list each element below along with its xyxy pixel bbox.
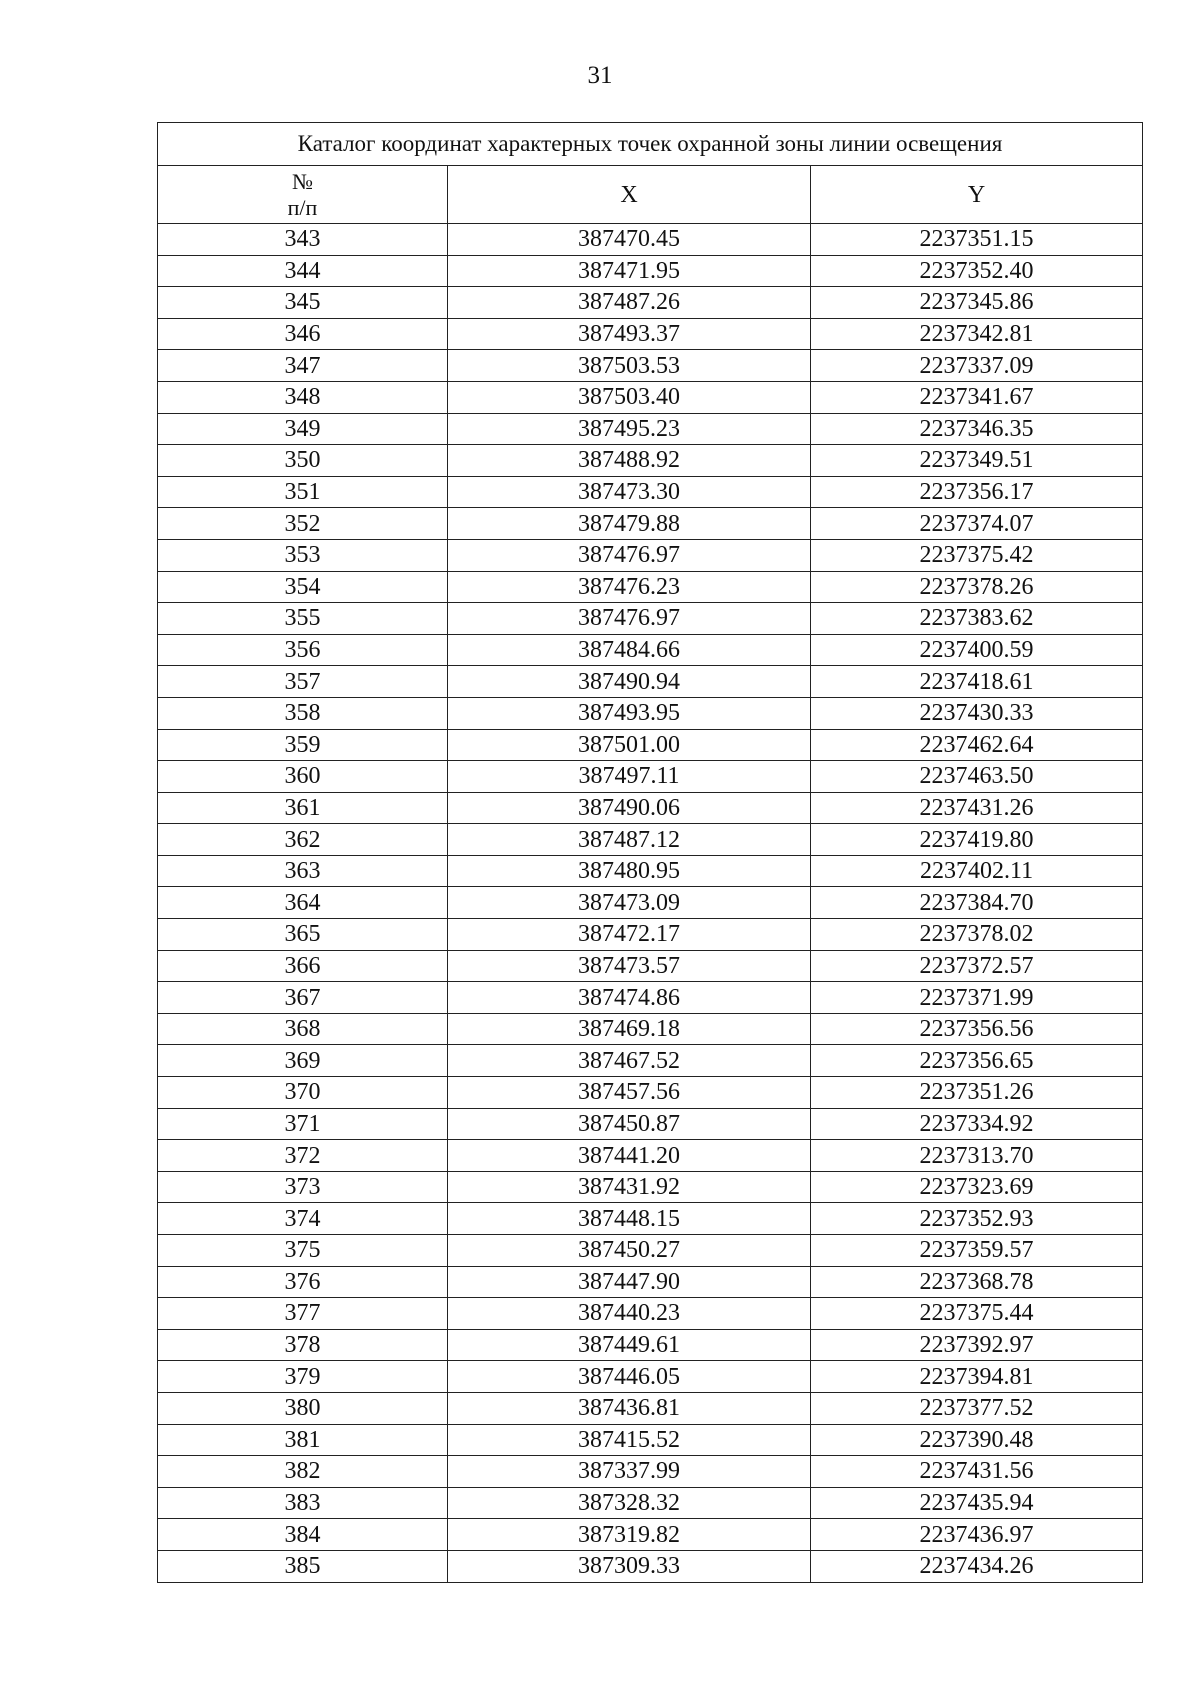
cell-y: 2237341.67: [811, 381, 1143, 413]
table-row: [158, 603, 1143, 635]
cell-number: 348: [158, 381, 448, 413]
cell-number: 343: [158, 224, 448, 256]
table-row: [158, 1045, 1143, 1077]
cell-y: 2237377.52: [811, 1392, 1143, 1424]
cell-number: 376: [158, 1266, 448, 1298]
cell-x: 387476.97: [448, 603, 811, 635]
cell-y: 2237431.56: [811, 1456, 1143, 1488]
cell-number: 357: [158, 666, 448, 698]
cell-number: 366: [158, 950, 448, 982]
cell-y: 2237352.40: [811, 255, 1143, 287]
cell-y: 2237359.57: [811, 1235, 1143, 1267]
cell-x: 387503.53: [448, 350, 811, 382]
cell-x: 387469.18: [448, 1013, 811, 1045]
cell-y: 2237434.26: [811, 1550, 1143, 1582]
cell-y: 2237431.26: [811, 792, 1143, 824]
cell-x: 387446.05: [448, 1361, 811, 1393]
cell-number: 384: [158, 1519, 448, 1551]
column-header-number: [158, 166, 448, 224]
cell-x: 387449.61: [448, 1329, 811, 1361]
cell-number: 356: [158, 634, 448, 666]
cell-number: 378: [158, 1329, 448, 1361]
cell-number: 381: [158, 1424, 448, 1456]
cell-number: 350: [158, 445, 448, 477]
table-row: [158, 887, 1143, 919]
cell-number: 372: [158, 1140, 448, 1172]
table-row: [158, 1077, 1143, 1109]
cell-x: 387473.30: [448, 476, 811, 508]
table-row: [158, 571, 1143, 603]
cell-number: 344: [158, 255, 448, 287]
cell-x: 387490.06: [448, 792, 811, 824]
cell-y: 2237371.99: [811, 982, 1143, 1014]
table-row: [158, 1266, 1143, 1298]
table-row: [158, 761, 1143, 793]
cell-number: 380: [158, 1392, 448, 1424]
table-row: [158, 508, 1143, 540]
table-body: [158, 224, 1143, 1583]
cell-x: 387503.40: [448, 381, 811, 413]
cell-y: 2237356.65: [811, 1045, 1143, 1077]
table-row: [158, 982, 1143, 1014]
table-row: [158, 1235, 1143, 1267]
cell-number: 347: [158, 350, 448, 382]
table-row: [158, 1108, 1143, 1140]
cell-y: 2237384.70: [811, 887, 1143, 919]
cell-x: 387479.88: [448, 508, 811, 540]
cell-y: 2237430.33: [811, 697, 1143, 729]
cell-y: 2237345.86: [811, 287, 1143, 319]
cell-number: 359: [158, 729, 448, 761]
page-number: 31: [587, 62, 613, 89]
table-row: [158, 1550, 1143, 1582]
cell-number: 349: [158, 413, 448, 445]
table-row: [158, 729, 1143, 761]
cell-number: 362: [158, 824, 448, 856]
cell-number: 360: [158, 761, 448, 793]
cell-y: 2237418.61: [811, 666, 1143, 698]
table-row: [158, 1361, 1143, 1393]
cell-y: 2237435.94: [811, 1487, 1143, 1519]
cell-number: 363: [158, 855, 448, 887]
cell-number: 368: [158, 1013, 448, 1045]
cell-y: 2237375.42: [811, 539, 1143, 571]
cell-x: 387497.11: [448, 761, 811, 793]
column-header-number-line2: п/п: [287, 194, 318, 220]
cell-y: 2237394.81: [811, 1361, 1143, 1393]
table-title: Каталог координат характерных точек охранной зоны линии освещения: [158, 123, 1143, 166]
cell-x: 387440.23: [448, 1298, 811, 1330]
cell-number: 361: [158, 792, 448, 824]
cell-number: 364: [158, 887, 448, 919]
table-row: [158, 634, 1143, 666]
cell-number: 354: [158, 571, 448, 603]
cell-y: 2237351.15: [811, 224, 1143, 256]
cell-number: 365: [158, 919, 448, 951]
table-row: [158, 855, 1143, 887]
cell-y: 2237390.48: [811, 1424, 1143, 1456]
coordinate-catalog-table: [157, 122, 1143, 1583]
cell-y: 2237378.26: [811, 571, 1143, 603]
cell-x: 387447.90: [448, 1266, 811, 1298]
table-row: [158, 919, 1143, 951]
cell-x: 387495.23: [448, 413, 811, 445]
cell-number: 352: [158, 508, 448, 540]
table-row: [158, 1171, 1143, 1203]
cell-y: 2237323.69: [811, 1171, 1143, 1203]
cell-x: 387319.82: [448, 1519, 811, 1551]
column-header-number-line1: №: [292, 168, 313, 194]
cell-y: 2237462.64: [811, 729, 1143, 761]
cell-number: 370: [158, 1077, 448, 1109]
cell-number: 379: [158, 1361, 448, 1393]
table-row: [158, 1140, 1143, 1172]
cell-y: 2237372.57: [811, 950, 1143, 982]
cell-x: 387448.15: [448, 1203, 811, 1235]
table-row: [158, 413, 1143, 445]
cell-y: 2237378.02: [811, 919, 1143, 951]
table-row: [158, 224, 1143, 256]
cell-x: 387436.81: [448, 1392, 811, 1424]
cell-number: 374: [158, 1203, 448, 1235]
cell-x: 387488.92: [448, 445, 811, 477]
table-row: [158, 1329, 1143, 1361]
cell-x: 387474.86: [448, 982, 811, 1014]
cell-x: 387470.45: [448, 224, 811, 256]
table-row: [158, 287, 1143, 319]
cell-y: 2237402.11: [811, 855, 1143, 887]
cell-y: 2237356.17: [811, 476, 1143, 508]
cell-number: 385: [158, 1550, 448, 1582]
cell-number: 383: [158, 1487, 448, 1519]
table-row: [158, 381, 1143, 413]
table-row: [158, 1392, 1143, 1424]
cell-number: 373: [158, 1171, 448, 1203]
cell-x: 387490.94: [448, 666, 811, 698]
column-header-x: X: [448, 166, 811, 224]
cell-x: 387480.95: [448, 855, 811, 887]
cell-number: 346: [158, 318, 448, 350]
cell-y: 2237392.97: [811, 1329, 1143, 1361]
cell-x: 387309.33: [448, 1550, 811, 1582]
cell-number: 382: [158, 1456, 448, 1488]
cell-y: 2237368.78: [811, 1266, 1143, 1298]
cell-number: 353: [158, 539, 448, 571]
cell-y: 2237337.09: [811, 350, 1143, 382]
cell-x: 387501.00: [448, 729, 811, 761]
cell-number: 375: [158, 1235, 448, 1267]
cell-x: 387473.09: [448, 887, 811, 919]
cell-y: 2237463.50: [811, 761, 1143, 793]
table-row: [158, 476, 1143, 508]
table-row: [158, 539, 1143, 571]
cell-x: 387457.56: [448, 1077, 811, 1109]
cell-x: 387472.17: [448, 919, 811, 951]
cell-x: 387476.23: [448, 571, 811, 603]
cell-y: 2237419.80: [811, 824, 1143, 856]
table-row: [158, 792, 1143, 824]
cell-x: 387415.52: [448, 1424, 811, 1456]
cell-y: 2237351.26: [811, 1077, 1143, 1109]
cell-y: 2237349.51: [811, 445, 1143, 477]
cell-x: 387450.87: [448, 1108, 811, 1140]
cell-x: 387493.37: [448, 318, 811, 350]
cell-y: 2237400.59: [811, 634, 1143, 666]
cell-x: 387467.52: [448, 1045, 811, 1077]
table-row: [158, 1013, 1143, 1045]
table-row: [158, 950, 1143, 982]
cell-x: 387328.32: [448, 1487, 811, 1519]
cell-x: 387473.57: [448, 950, 811, 982]
cell-x: 387441.20: [448, 1140, 811, 1172]
table-row: [158, 1456, 1143, 1488]
cell-y: 2237436.97: [811, 1519, 1143, 1551]
cell-y: 2237346.35: [811, 413, 1143, 445]
table-row: [158, 697, 1143, 729]
table-row: [158, 666, 1143, 698]
cell-number: 351: [158, 476, 448, 508]
table-row: [158, 824, 1143, 856]
cell-y: 2237352.93: [811, 1203, 1143, 1235]
cell-number: 371: [158, 1108, 448, 1140]
cell-number: 355: [158, 603, 448, 635]
cell-y: 2237342.81: [811, 318, 1143, 350]
cell-number: 369: [158, 1045, 448, 1077]
table-row: [158, 1203, 1143, 1235]
table-row: [158, 445, 1143, 477]
table-row: [158, 318, 1143, 350]
table-row: [158, 1519, 1143, 1551]
cell-x: 387487.12: [448, 824, 811, 856]
cell-y: 2237375.44: [811, 1298, 1143, 1330]
cell-x: 387431.92: [448, 1171, 811, 1203]
table-row: [158, 255, 1143, 287]
cell-y: 2237383.62: [811, 603, 1143, 635]
cell-x: 387493.95: [448, 697, 811, 729]
cell-y: 2237313.70: [811, 1140, 1143, 1172]
table-row: [158, 1487, 1143, 1519]
cell-number: 358: [158, 697, 448, 729]
cell-x: 387471.95: [448, 255, 811, 287]
cell-x: 387337.99: [448, 1456, 811, 1488]
table-row: [158, 1424, 1143, 1456]
column-header-y: Y: [811, 166, 1143, 224]
cell-number: 345: [158, 287, 448, 319]
table-row: [158, 350, 1143, 382]
cell-number: 367: [158, 982, 448, 1014]
cell-x: 387487.26: [448, 287, 811, 319]
cell-x: 387484.66: [448, 634, 811, 666]
table-row: [158, 1298, 1143, 1330]
cell-y: 2237356.56: [811, 1013, 1143, 1045]
cell-x: 387476.97: [448, 539, 811, 571]
cell-x: 387450.27: [448, 1235, 811, 1267]
cell-number: 377: [158, 1298, 448, 1330]
cell-y: 2237374.07: [811, 508, 1143, 540]
cell-y: 2237334.92: [811, 1108, 1143, 1140]
